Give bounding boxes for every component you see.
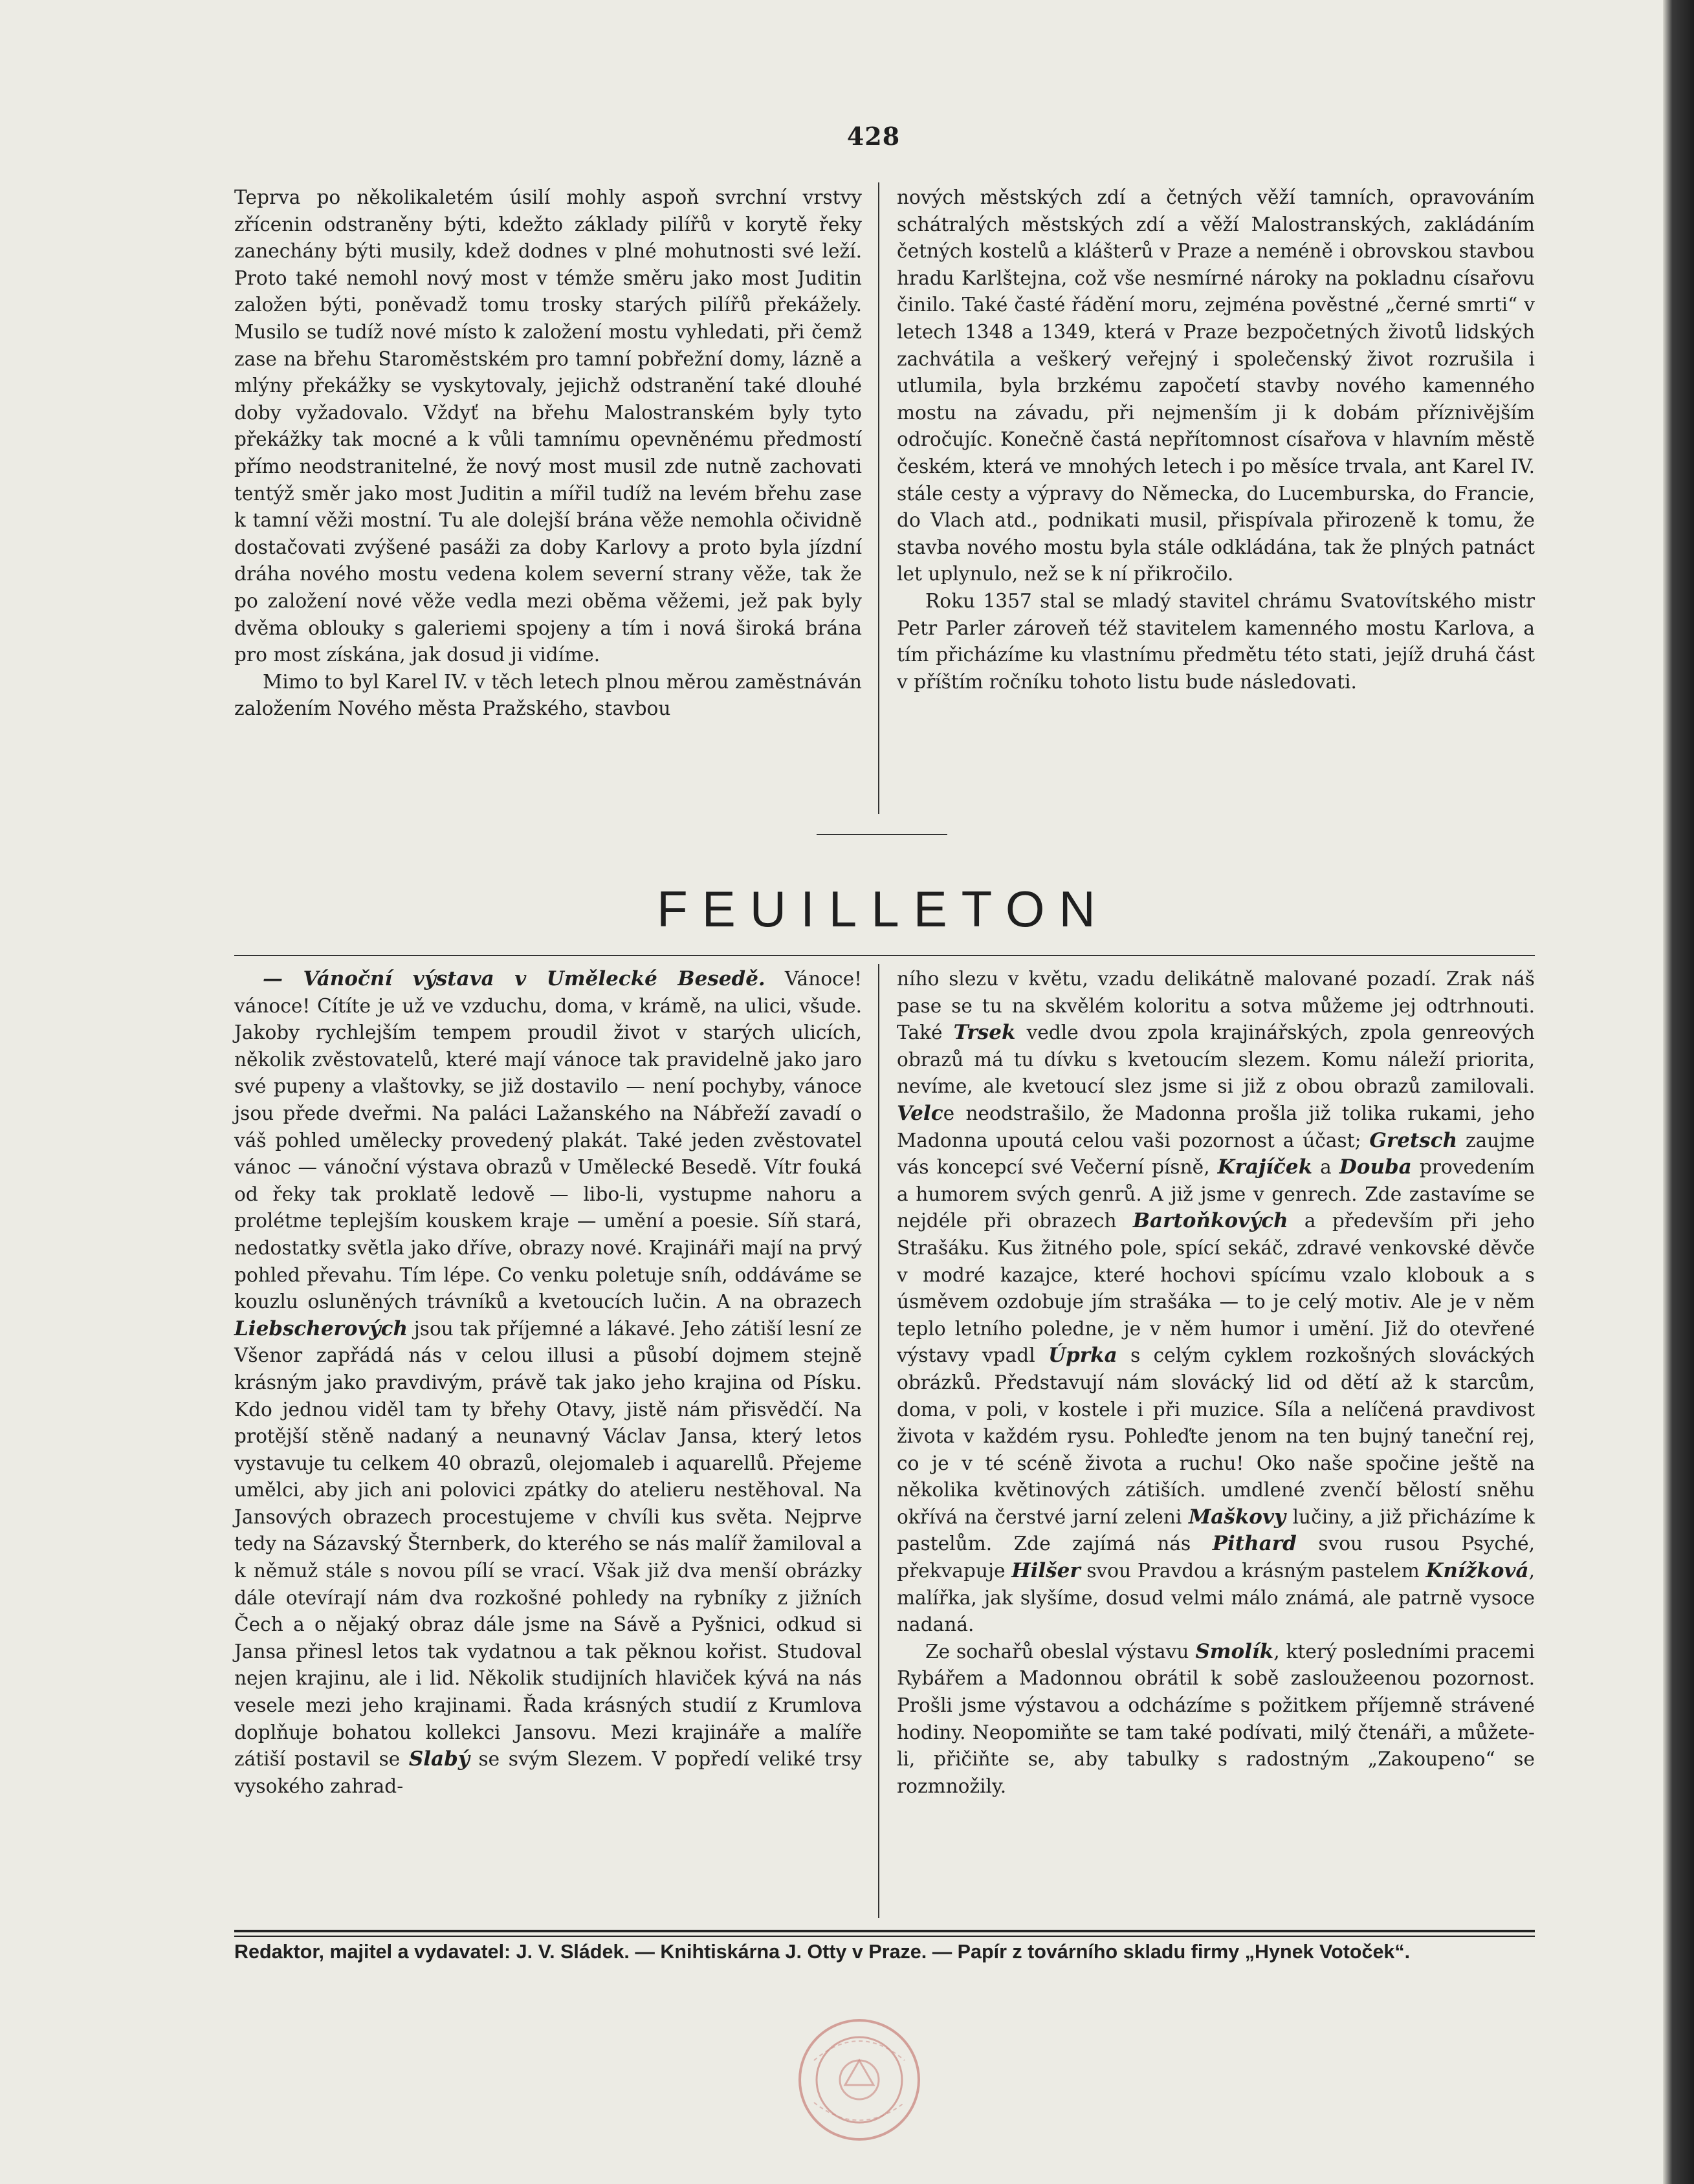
artist-name: Úprka [1048, 1344, 1117, 1368]
column-divider [878, 964, 879, 1918]
title-rule [234, 955, 1535, 956]
article-column-left [234, 184, 862, 723]
text-run: se svým Slezem. V popředí veliké trsy vysokého zahrad- [234, 1748, 862, 1797]
artist-name: Slabý [408, 1747, 470, 1771]
section-separator [817, 834, 947, 835]
section-title: FEUILLETON [657, 880, 1110, 937]
article-paragraph: Teprva po několikaletém úsilí mohly aspoň svrchní vrstvy zřícenin odstraněny býti, kdežto základy pilířů v korytě řeky zanechány býti musily, kdež dodnes v plné mohutnosti své leží. Proto také nemohl nový most v témže směru jako most Juditin založen býti, poněvadž tomu trosky starých pilířů překážely. Musilo se tudíž nové místo k založení mostu vyhledati, při čemž zase na břehu Staroměstském pro tamní pobřežní domy, lázně a mlýny překážky se vyskytovaly, jejichž odstranění také dlouhé doby vyžadovalo. Vždyť na břehu Malostranském byly tyto překážky tak mocné a k vůli tamnímu opevněnému předmostí přímo neodstranitelné, že nový most musil zde nutně zachovati tentýž směr jako most Juditin a mířil tudíž na levém břehu zase k tamní věži mostní. Tu ale dolejší brána věže nemohla očividně dostačovati zvýšené pasáži za doby Karlovy a proto byla jízdní dráha nového mostu vedena kolem severní strany věže, tak že po založení nové věže vedla mezi oběma věžemi, jež pak byly dvěma oblouky s galeriemi spojeny a tím i nová široká brána pro most získána, jak dosud ji vidíme. [234, 186, 862, 666]
artist-name: Liebscherových [234, 1316, 408, 1340]
page-number: 428 [846, 122, 901, 151]
artist-name: Smolík [1195, 1639, 1274, 1663]
text-run: a především při jeho Strašáku. Kus žitného pole, spící sekáč, zdravé venkovské děvče v modré kazajce, které hochovi spícímu vzalo klobouk a s úsměvem ozdobuje jím strašáka — to je celý motiv. Ale je v něm teplo letního poledne, je v něm humor i umění. Již do otevřené výstavy vpadl [897, 1210, 1535, 1367]
artist-name: Douba [1339, 1155, 1412, 1179]
text-run: provedením a humorem svých genrů. A již jsme v genrech. Zde zastavíme se nejdéle při obrazech [897, 1156, 1535, 1232]
text-run: zaujme vás koncepcí své Večerní písně, [897, 1129, 1535, 1179]
text-run: jsou tak příjemné a lákavé. Jeho zátiší lesní ze Všenor zapřádá nás v celou illusi a působí dojmem stejně krásným jako pravdivým, právě tak jako jeho krajina od Písku. Kdo jednou viděl tam ty břehy Otavy, jistě nám přisvědčí. Na protější stěně nadaný a neunavný Václav Jansa, který letos vystavuje tu celkem 40 obrazů, olejomaleb i aquarellů. Přejeme umělci, aby jich ani polovici zpátky do atelieru nestěhoval. Na Jansových obrazech procestujeme v chvíli kus světa. Nejprve tedy na Sázavský Šternberk, do kterého se nás malíř žamiloval a k němuž stále s novou pílí se vrací. Však již dva menší obrázky dále otevírají nám dva rozkošné pohledy na rybníky z jižních Čech a o nějaký obraz dále jsme na Sávě a Pyšnici, odkud si Jansa přinesl letos tak vydatnou a tak pěknou kořist. Studoval nejen krajinu, ale i lid. Několik studijních hlaviček kývá na nás vesele mezi jeho krajinami. Řada krásných studií z Krumlova doplňuje bohatou kollekci Jansovu. Mezi krajináře a malíře zátiší postavil se [234, 1317, 862, 1771]
article-paragraph: Roku 1357 stal se mladý stavitel chrámu Svatovítského mistr Petr Parler zároveň též stavitelem kamenného mostu Karlova, a tím přicházíme ku vlastnímu předmětu této stati, jejíž druhá část v příštím ročníku tohoto listu bude následovati. [897, 589, 1535, 693]
text-run: svou rusou Psyché, překvapuje [897, 1533, 1535, 1582]
text-run: s celým cyklem rozkošných slováckých obrázků. Představují nám slovácký lid od dětí až k starcům, doma, v poli, v kostele i při muzice. Síla a nelíčená pravdivost života v každém rysu. Pohleďte jenom na ten bujný taneční rej, co je v té scéně života a ruchu! Oko naše spočine ještě na několika květinových zátiších. umdlené zvenčí bělostí sněhu okřívá na čerstvé jarní zeleni [897, 1344, 1535, 1528]
feuilleton-paragraph [897, 1639, 1535, 1800]
artist-name: Trsek [953, 1021, 1016, 1045]
artist-name: Knížková [1425, 1559, 1529, 1583]
artist-name: Maškovy [1188, 1505, 1286, 1529]
text-run: svou Pravdou a krásným pastelem [1080, 1560, 1426, 1582]
artist-name: Pithard [1212, 1532, 1297, 1556]
column-divider [878, 182, 879, 814]
feuilleton-heading: — Vánoční výstava v Umělecké Besedě. [263, 967, 765, 990]
text-run: vedle dvou zpola krajinářských, zpola genreových obrazů má tu dívku s kvetoucím slezem. Komu náleží priorita, nevíme, ale kvetoucí slez jsme si již z obou obrazů zamilovali. [897, 1021, 1535, 1098]
library-stamp-icon [795, 2015, 924, 2145]
text-run: Vánoce! vánoce! Cítíte je už ve vzduchu, doma, v krámě, na ulici, všude. Jakoby rychlejším tempem proudil život v starých ulicích, několik zvěstovatelů, které mají vánoce tak pravidelně jako jaro své pupeny a vlaštovky, se již dostavilo — není pochyby, vánoce jsou přede dveřmi. Na paláci Lažanského na Nábřeží zavadí o váš pohled umělecky provedený plakát. Také jeden zvěstovatel vánoc — vánoční výstava obrazů v Umělecké Besedě. Vítr fouká od řeky tak proklatě ledově — libo-li, vystupme nahoru a prolétme teplejším kouskem kraje — umění a poesie. Síň stará, nedostatky světla jako dříve, obrazy nové. Krajináři mají na prvý pohled převahu. Tím lépe. Co venku poletuje sníh, oddáváme se kouzlu osluněných trávníků a kvetoucích lučin. A na obrazech [234, 968, 863, 1313]
text-run: , který posledními pracemi Rybářem a Madonnou obrátil k sobě zasloužeenou pozornost. Prošli jsme výstavou a odcházíme s požitkem příjemně strávené hodiny. Neopomiňte se tam také podívati, milý čtenáři, a můžete-li, přičiňte se, aby tabulky s radostným „Zakoupeno“ se rozmnožily. [897, 1640, 1535, 1797]
feuilleton-column-right [897, 966, 1535, 1800]
publisher-imprint: Redaktor, majitel a vydavatel: J. V. Sládek. — Knihtiskárna J. Otty v Praze. — Papír z továrního skladu firmy „Hynek Votoček“. [234, 1941, 1411, 1963]
artist-name: Krajíček [1217, 1155, 1313, 1179]
feuilleton-column-left [234, 966, 862, 1800]
artist-name: Bartoňkových [1132, 1209, 1288, 1233]
feuilleton-paragraph [897, 966, 1535, 1639]
text-run: lučiny, a již přicházíme k pastelům. Zde zajímá nás [897, 1505, 1535, 1555]
text-run: ního slezu v květu, vzadu delikátně malované pozadí. Zrak náš pase se tu na skvělém koloritu a sotva můžeme jej odtrhnouti. Také [897, 968, 1535, 1044]
text-run: a [1312, 1156, 1339, 1179]
article-paragraph: Mimo to byl Karel IV. v těch letech plnou měrou zaměstnáván založením Nového města Pražského, stavbou [234, 670, 862, 720]
artist-name: Hilšer [1011, 1559, 1081, 1583]
feuilleton-paragraph [234, 966, 862, 1800]
footer-rule-thick [234, 1930, 1535, 1932]
text-run: , malířka, jak slyšíme, dosud velmi málo známá, ale patrně vysoce nadaná. [897, 1560, 1535, 1636]
article-column-right [897, 184, 1535, 695]
book-binding-edge [1663, 0, 1694, 2184]
artist-name: Velc [897, 1101, 943, 1125]
footer-rule-thin [234, 1936, 1535, 1937]
text-run: e neodstrašilo, že Madonna prošla již tolika rukami, jeho Madonna upoutá celou vaši pozornost a účast; [897, 1102, 1535, 1152]
artist-name: Gretsch [1369, 1128, 1458, 1152]
article-paragraph: nových městských zdí a četných věží tamních, opravováním schátralých městských zdí a věží Malostranských, zakládáním četných kostelů a klášterů v Praze a neméně i obrovskou stavbou hradu Karlštejna, což vše nesmírné nároky na pokladnu císařovu činilo. Také časté řádění moru, zejména pověstné „černé smrti“ v letech 1348 a 1349, která v Praze bezpočetných životů lidských zachvátila a veškerý veřejný i společenský život rozrušila i utlumila, byla brzkému započetí stavby nového kamenného mostu na závadu, při nejmenším ji k dobám příznivějším odročujíc. Konečně častá nepřítomnost císařova v hlavním městě českém, která ve mnohých letech i po měsíce trvala, ant Karel IV. stále cesty a výpravy do Německa, do Lucemburska, do Francie, do Vlach atd., podnikati musil, přispívala přirozeně k tomu, že stavba nového mostu byla stále odkládána, tak že plných patnáct let uplynulo, než se k ní přikročilo. [897, 186, 1535, 585]
text-run: Ze sochařů obeslal výstavu [925, 1640, 1196, 1663]
